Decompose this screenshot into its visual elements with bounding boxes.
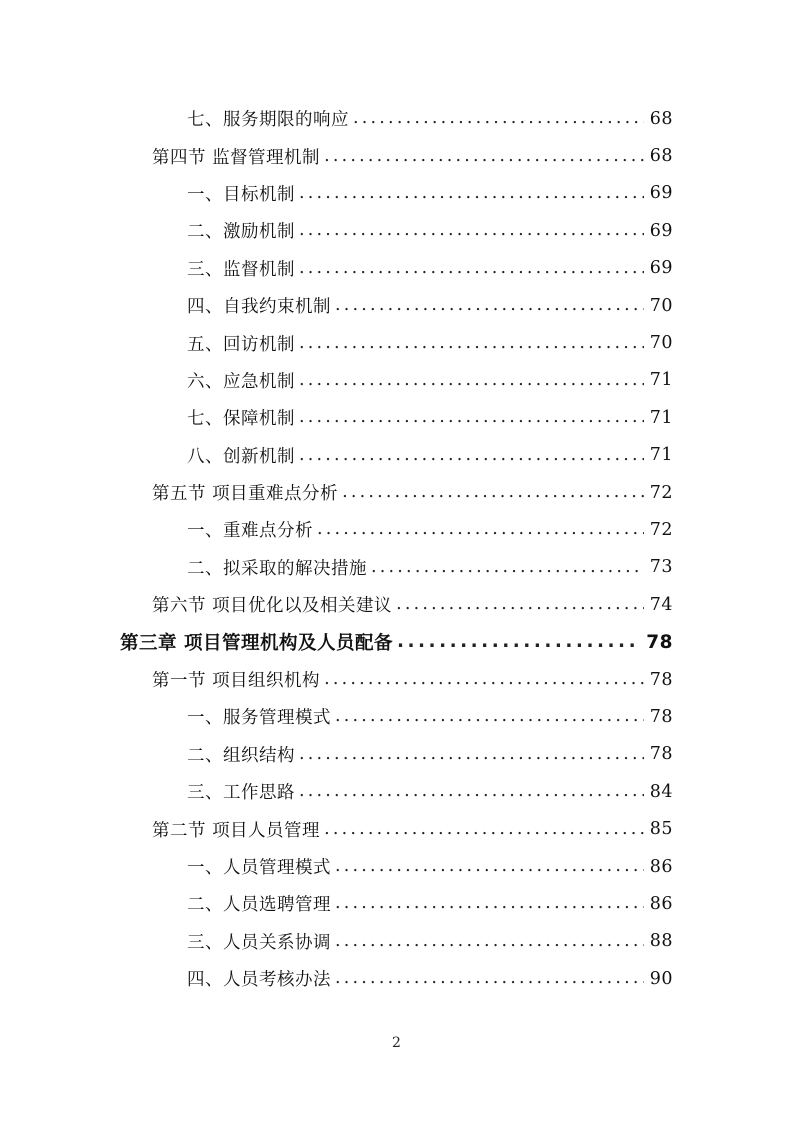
toc-entry-item[interactable]: [0, 175, 793, 212]
toc-entry-item[interactable]: [0, 437, 793, 474]
toc-entry-section[interactable]: [0, 810, 793, 847]
toc-entry-page: 68: [649, 146, 673, 167]
dot-leader: [335, 931, 644, 952]
toc-entry-title: 二、激励机制: [187, 222, 295, 243]
toc-entry-item[interactable]: [0, 549, 793, 586]
toc-entry-section[interactable]: [0, 474, 793, 511]
toc-entry-item[interactable]: [0, 324, 793, 361]
dot-leader: [371, 557, 644, 578]
toc-entry-item[interactable]: [0, 885, 793, 922]
toc-entry-page: 68: [649, 108, 673, 129]
toc-entry-item[interactable]: [0, 773, 793, 810]
toc-entry-page: 78: [646, 631, 673, 653]
dot-leader: [396, 594, 644, 615]
dot-leader: [299, 370, 644, 391]
toc-entry-page: 69: [649, 183, 673, 204]
dot-leader: [335, 968, 644, 989]
dot-leader: [335, 706, 644, 727]
toc-entry-item[interactable]: [0, 736, 793, 773]
toc-entry-section[interactable]: [0, 586, 793, 623]
dot-leader: [324, 819, 644, 840]
toc-entry-title: 第一节 项目组织机构: [152, 671, 321, 692]
toc-entry-page: 73: [649, 557, 673, 578]
dot-leader: [299, 258, 644, 279]
toc-entry-title: 一、服务管理模式: [187, 708, 331, 729]
dot-leader: [335, 893, 644, 914]
dot-leader: [324, 669, 644, 690]
page-number: 2: [392, 1035, 401, 1051]
toc-entry-chapter[interactable]: [0, 623, 793, 660]
toc-entry-title: 六、应急机制: [187, 371, 295, 392]
toc-entry-item[interactable]: [0, 698, 793, 735]
toc-entry-title: 八、创新机制: [187, 446, 295, 467]
toc-entry-page: 72: [649, 482, 673, 503]
toc-entry-item[interactable]: [0, 212, 793, 249]
toc-entry-page: 84: [649, 781, 673, 802]
toc-entry-title: 七、服务期限的响应: [187, 110, 349, 131]
toc-entry-page: 88: [649, 931, 673, 952]
dot-leader: [324, 146, 644, 167]
toc-entry-item[interactable]: [0, 923, 793, 960]
toc-entry-item[interactable]: [0, 848, 793, 885]
toc-entry-page: 72: [649, 519, 673, 540]
toc-entry-page: 86: [649, 856, 673, 877]
toc-entry-title: 一、目标机制: [187, 184, 295, 205]
toc-entry-title: 第六节 项目优化以及相关建议: [152, 596, 393, 617]
toc-entry-page: 78: [649, 744, 673, 765]
toc-entry-title: 三、监督机制: [187, 259, 295, 280]
toc-entry-title: 二、人员选聘管理: [187, 895, 331, 916]
toc-entry-title: 三、工作思路: [187, 783, 295, 804]
toc-entry-title: 一、人员管理模式: [187, 858, 331, 878]
toc-entry-page: 71: [649, 445, 673, 466]
toc-entry-title: 第四节 监督管理机制: [152, 147, 321, 168]
dot-leader: [317, 519, 644, 540]
toc-entry-title: 第三章 项目管理机构及人员配备: [120, 633, 393, 655]
dot-leader: [299, 445, 644, 466]
dot-leader: [299, 220, 644, 241]
dot-leader: [299, 333, 644, 354]
toc-entry-item[interactable]: [0, 287, 793, 324]
dot-leader: [335, 295, 644, 316]
dot-leader: [299, 183, 644, 204]
toc-entry-section[interactable]: [0, 137, 793, 174]
dot-leader: [397, 631, 640, 653]
toc-entry-title: 七、保障机制: [187, 409, 295, 430]
toc-entry-title: 一、重难点分析: [187, 521, 313, 542]
toc-entry-page: 71: [649, 407, 673, 428]
toc-entry-title: 第二节 项目人员管理: [152, 820, 321, 841]
toc-entry-title: 四、人员考核办法: [187, 970, 331, 991]
toc-entry-item[interactable]: [0, 399, 793, 436]
toc-entry-title: 四、自我约束机制: [187, 297, 331, 318]
dot-leader: [335, 856, 644, 877]
toc-entry-page: 85: [649, 819, 673, 840]
toc-entry-page: 74: [649, 594, 673, 615]
toc-entry-page: 70: [649, 333, 673, 354]
toc-entry-title: 五、回访机制: [187, 334, 295, 355]
toc-entry-item[interactable]: [0, 100, 793, 137]
toc-entry-title: 二、组织结构: [187, 745, 295, 766]
dot-leader: [299, 781, 644, 802]
dot-leader: [299, 407, 644, 428]
toc-entry-title: 二、拟采取的解决措施: [187, 558, 367, 579]
toc-entry-item[interactable]: [0, 960, 793, 997]
toc-entry-page: 69: [649, 258, 673, 279]
toc-entry-title: 三、人员关系协调: [187, 932, 331, 953]
toc-entry-page: 86: [649, 893, 673, 914]
dot-leader: [342, 482, 644, 503]
toc-entry-page: 90: [649, 968, 673, 989]
toc-entry-page: 71: [649, 370, 673, 391]
toc-entry-page: 69: [649, 220, 673, 241]
toc-entry-page: 78: [649, 706, 673, 727]
dot-leader: [353, 108, 644, 129]
toc-entry-item[interactable]: [0, 250, 793, 287]
toc-entry-page: 70: [649, 295, 673, 316]
toc-entry-title: 第五节 项目重难点分析: [152, 484, 339, 505]
toc-entry-section[interactable]: [0, 661, 793, 698]
toc-entry-item[interactable]: [0, 511, 793, 548]
dot-leader: [299, 744, 644, 765]
toc-entry-item[interactable]: [0, 362, 793, 399]
toc-entry-page: 78: [649, 669, 673, 690]
table-of-contents: [0, 100, 793, 997]
